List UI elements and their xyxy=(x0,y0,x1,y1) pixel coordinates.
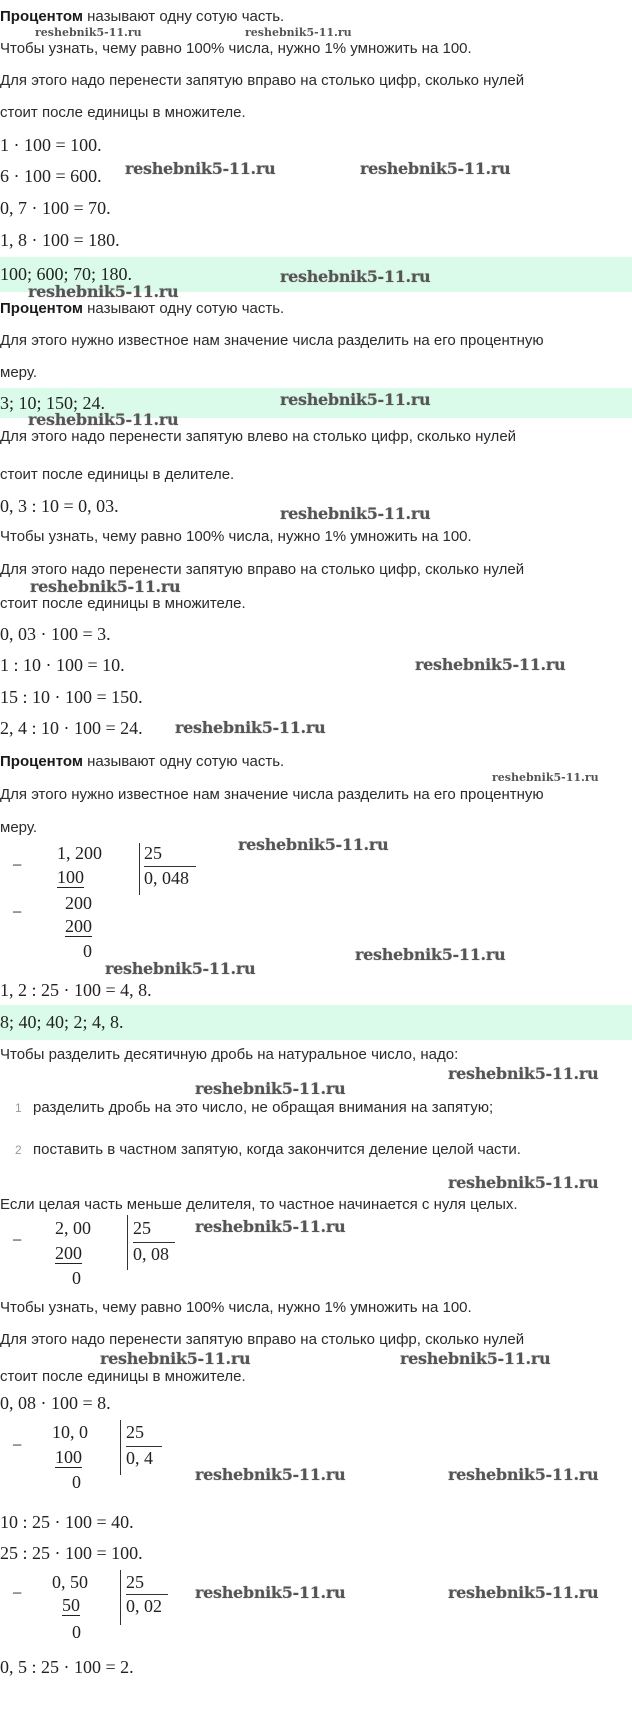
watermark: reshebnik5-11.ru xyxy=(105,959,256,978)
math-line: 1, 2 : 25 · 100 = 4, 8. xyxy=(0,980,152,1000)
watermark: reshebnik5-11.ru xyxy=(195,1079,346,1098)
watermark: reshebnik5-11.ru xyxy=(175,718,326,737)
math-line: 1, 8 · 100 = 180. xyxy=(0,230,120,250)
math-line: 0, 08 xyxy=(133,1244,169,1264)
definition-text: называют одну сотую часть. xyxy=(82,8,285,25)
watermark: reshebnik5-11.ru xyxy=(280,504,431,523)
division-line xyxy=(133,1242,175,1243)
division-line xyxy=(126,1594,168,1595)
math-line: 0, 5 : 25 · 100 = 2. xyxy=(0,1657,134,1677)
math-line: 0, 03 · 100 = 3. xyxy=(0,624,111,644)
text-line: стоит после единицы в множителе. xyxy=(0,595,246,612)
text-line: Для этого нужно известное нам значение числа разделить на его процентную xyxy=(0,786,544,803)
math-line: 6 · 100 = 600. xyxy=(0,166,102,186)
math-line: 200 xyxy=(65,916,92,936)
watermark: reshebnik5-11.ru xyxy=(448,1064,599,1083)
text-line: Чтобы узнать, чему равно 100% числа, нужно 1% умножить на 100. xyxy=(0,40,472,57)
definition-text: называют одну сотую часть. xyxy=(82,300,285,317)
text-line: стоит после единицы в делителе. xyxy=(0,466,235,483)
math-line: 0, 3 : 10 = 0, 03. xyxy=(0,496,119,516)
definition-line xyxy=(0,7,284,27)
math-line: 200 xyxy=(55,1243,82,1263)
text-line: поставить в частном запятую, когда закончится деление целой части. xyxy=(33,1141,521,1158)
math-line: 25 : 25 · 100 = 100. xyxy=(0,1543,143,1563)
watermark: reshebnik5-11.ru xyxy=(28,282,179,301)
watermark: reshebnik5-11.ru xyxy=(280,390,431,409)
math-line: 100 xyxy=(57,867,84,887)
math-line: 2, 4 : 10 · 100 = 24. xyxy=(0,718,143,738)
definition-term: Процентом xyxy=(0,753,83,770)
watermark: reshebnik5-11.ru xyxy=(400,1349,551,1368)
watermark: reshebnik5-11.ru xyxy=(30,577,181,596)
text-line: Чтобы узнать, чему равно 100% числа, нужно 1% умножить на 100. xyxy=(0,528,472,545)
watermark: reshebnik5-11.ru xyxy=(280,267,431,286)
watermark: reshebnik5-11.ru xyxy=(245,26,352,39)
text-line: стоит после единицы в множителе. xyxy=(0,104,246,121)
math-line: 0 xyxy=(72,1268,81,1288)
text-line: стоит после единицы в множителе. xyxy=(0,1368,246,1385)
math-line: 25 xyxy=(144,843,162,863)
watermark: reshebnik5-11.ru xyxy=(195,1583,346,1602)
math-line: 0, 50 xyxy=(52,1572,88,1592)
list-number: 2 xyxy=(15,1143,22,1157)
watermark: reshebnik5-11.ru xyxy=(448,1465,599,1484)
division-line xyxy=(126,1446,162,1447)
math-line: 100; 600; 70; 180. xyxy=(0,264,133,284)
math-line: 25 xyxy=(133,1218,151,1238)
math-line: 0, 02 xyxy=(126,1596,162,1616)
list-number: 1 xyxy=(15,1101,22,1115)
math-line: 0, 4 xyxy=(126,1448,153,1468)
definition-term: Процентом xyxy=(0,300,83,317)
watermark: reshebnik5-11.ru xyxy=(448,1173,599,1192)
text-line: Для этого надо перенести запятую вправо на столько цифр, сколько нулей xyxy=(0,72,525,89)
math-line: 2, 00 xyxy=(55,1218,91,1238)
math-line: 0, 08 · 100 = 8. xyxy=(0,1393,111,1413)
math-line: − xyxy=(12,1230,23,1250)
watermark: reshebnik5-11.ru xyxy=(35,26,142,39)
watermark: reshebnik5-11.ru xyxy=(125,159,276,178)
math-line: 10, 0 xyxy=(52,1422,88,1442)
text-line: разделить дробь на это число, не обращая внимания на запятую; xyxy=(33,1099,494,1116)
division-bar xyxy=(139,843,140,895)
math-line: − xyxy=(12,902,23,922)
text-line: Для этого надо перенести запятую вправо на столько цифр, сколько нулей xyxy=(0,1331,525,1348)
division-bar xyxy=(120,1420,121,1475)
math-line: 1 : 10 · 100 = 10. xyxy=(0,655,125,675)
math-line: 0 xyxy=(72,1472,81,1492)
text-line: меру. xyxy=(0,364,37,381)
text-line: меру. xyxy=(0,819,37,836)
text-line: Чтобы разделить десятичную дробь на натуральное число, надо: xyxy=(0,1046,459,1063)
math-line: 3; 10; 150; 24. xyxy=(0,393,106,413)
text-line: Если целая часть меньше делителя, то частное начинается с нуля целых. xyxy=(0,1196,518,1213)
watermark: reshebnik5-11.ru xyxy=(100,1349,251,1368)
math-line: 25 xyxy=(126,1422,144,1442)
text-line: Для этого нужно известное нам значение числа разделить на его процентную xyxy=(0,332,544,349)
text-line: Чтобы узнать, чему равно 100% числа, нужно 1% умножить на 100. xyxy=(0,1299,472,1316)
text-line: Для этого надо перенести запятую влево на столько цифр, сколько нулей xyxy=(0,428,517,445)
math-line: 0 xyxy=(83,941,92,961)
math-line: 200 xyxy=(65,893,92,913)
watermark: reshebnik5-11.ru xyxy=(492,771,599,784)
division-bar xyxy=(120,1570,121,1625)
watermark: reshebnik5-11.ru xyxy=(238,835,389,854)
math-line: 1, 200 xyxy=(57,843,102,863)
watermark: reshebnik5-11.ru xyxy=(28,410,179,429)
watermark: reshebnik5-11.ru xyxy=(195,1465,346,1484)
definition-line xyxy=(0,752,284,772)
math-line: 10 : 25 · 100 = 40. xyxy=(0,1512,134,1532)
text-line: Для этого надо перенести запятую вправо на столько цифр, сколько нулей xyxy=(0,561,525,578)
watermark: reshebnik5-11.ru xyxy=(448,1583,599,1602)
math-line: 8; 40; 40; 2; 4, 8. xyxy=(0,1012,124,1032)
watermark: reshebnik5-11.ru xyxy=(360,159,511,178)
math-line: 100 xyxy=(55,1447,82,1467)
math-line: 25 xyxy=(126,1572,144,1592)
math-line: − xyxy=(12,855,23,875)
math-line: 0, 048 xyxy=(144,868,189,888)
math-line: 15 : 10 · 100 = 150. xyxy=(0,687,143,707)
division-bar xyxy=(127,1215,128,1270)
division-line xyxy=(144,866,196,867)
math-line: − xyxy=(12,1435,23,1455)
watermark: reshebnik5-11.ru xyxy=(355,945,506,964)
math-line: 50 xyxy=(62,1595,80,1615)
watermark: reshebnik5-11.ru xyxy=(195,1217,346,1236)
math-line: − xyxy=(12,1583,23,1603)
math-line: 1 · 100 = 100. xyxy=(0,135,102,155)
definition-line xyxy=(0,299,284,319)
definition-term: Процентом xyxy=(0,8,83,25)
math-line: 0, 7 · 100 = 70. xyxy=(0,198,111,218)
watermark: reshebnik5-11.ru xyxy=(415,655,566,674)
definition-text: называют одну сотую часть. xyxy=(82,753,285,770)
math-line: 0 xyxy=(72,1622,81,1642)
